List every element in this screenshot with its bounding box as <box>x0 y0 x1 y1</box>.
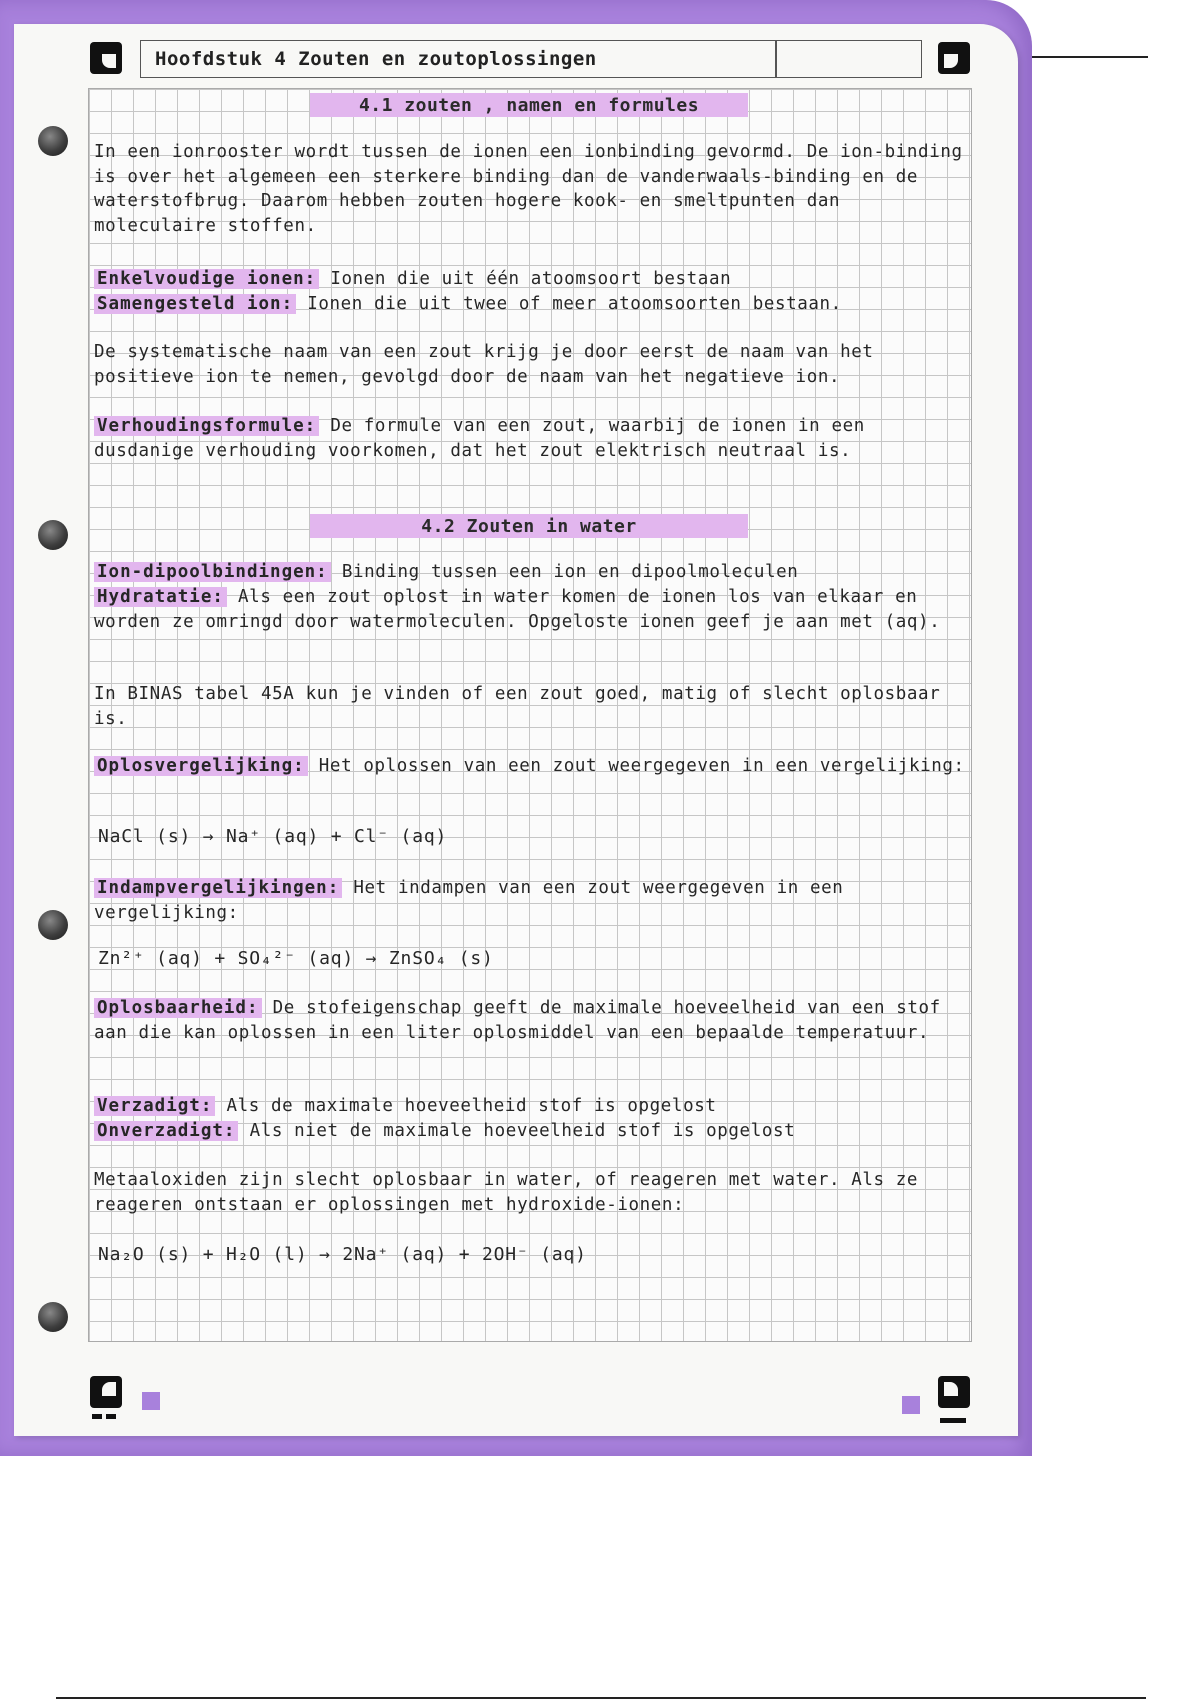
definition-text: Binding tussen een ion en dipoolmoleculen <box>341 562 799 582</box>
punch-hole <box>38 910 68 940</box>
formula-indampen: Zn²⁺ (aq) + SO₄²⁻ (aq) → ZnSO₄ (s) <box>98 948 494 969</box>
definition-text: De stofeigenschap geeft de maximale hoeveelheid van een stof aan die kan oplossen in een liter oplosmiddel van een bepaalde temperatuur. <box>94 998 941 1043</box>
corner-dash <box>940 1418 966 1423</box>
definition-oplosvergelijking <box>94 754 966 779</box>
definition-text: Het oplossen van een zout weergegeven in een vergelijking: <box>318 756 965 776</box>
term-verhoudingsformule: Verhoudingsformule: <box>94 416 319 436</box>
definition-verhoudingsformule <box>94 414 966 463</box>
corner-dash <box>106 1414 116 1419</box>
definition-onverzadigd <box>94 1119 966 1144</box>
corner-mark-icon <box>938 42 970 74</box>
term-enkelvoudige-ionen: Enkelvoudige ionen: <box>94 269 319 289</box>
definition-hydratatie <box>94 585 966 634</box>
term-ion-dipoolbindingen: Ion-dipoolbindingen: <box>94 562 331 582</box>
definition-verzadigd <box>94 1094 966 1119</box>
definition-text: Als niet de maximale hoeveelheid stof is opgelost <box>249 1121 796 1141</box>
chapter-title: Hoofdstuk 4 Zouten en zoutoplossingen <box>155 48 597 70</box>
definition-text: Ionen die uit twee of meer atoomsoorten bestaan. <box>307 294 842 314</box>
term-samengesteld-ion: Samengesteld ion: <box>94 294 296 314</box>
definition-samengesteld-ion <box>94 292 966 317</box>
purple-square <box>142 1392 160 1410</box>
corner-dash <box>92 1414 102 1419</box>
definition-oplosbaarheid <box>94 996 966 1045</box>
page-rule-bottom <box>56 1697 1146 1699</box>
definition-ion-dipoolbindingen <box>94 560 966 585</box>
definition-text: Het indampen van een zout weergegeven in een vergelijking: <box>94 878 844 923</box>
punch-hole <box>38 520 68 550</box>
paragraph-ionrooster: In een ionrooster wordt tussen de ionen een ionbinding gevormd. De ion-binding is over het algemeen een sterkere binding dan de vanderwaals-binding en de waterstofbrug. Daarom hebben zouten hogere kook- en smeltpunten dan moleculaire stoffen. <box>94 142 963 236</box>
title-box <box>140 40 922 78</box>
corner-mark-icon <box>938 1376 970 1408</box>
paragraph-binas: In BINAS tabel 45A kun je vinden of een zout goed, matig of slecht oplosbaar is. <box>94 684 941 729</box>
term-verzadigd: Verzadigt: <box>94 1096 215 1116</box>
definition-text: Als een zout oplost in water komen de ionen los van elkaar en worden ze omringd door watermoleculen. Opgeloste ionen geef je aan met (aq). <box>94 587 941 632</box>
section-heading-4-1: 4.1 zouten , namen en formules <box>310 93 748 117</box>
formula-metaaloxide: Na₂O (s) + H₂O (l) → 2Na⁺ (aq) + 2OH⁻ (aq) <box>98 1244 587 1265</box>
term-onverzadigd: Onverzadigt: <box>94 1121 238 1141</box>
term-oplosbaarheid: Oplosbaarheid: <box>94 998 262 1018</box>
purple-square <box>902 1396 920 1414</box>
definition-indampvergelijkingen <box>94 876 966 925</box>
formula-oplossen: NaCl (s) → Na⁺ (aq) + Cl⁻ (aq) <box>98 826 448 847</box>
corner-mark-icon <box>90 42 122 74</box>
section-heading-4-2: 4.2 Zouten in water <box>310 514 748 538</box>
punch-hole <box>38 126 68 156</box>
term-indampvergelijkingen: Indampvergelijkingen: <box>94 878 342 898</box>
definition-text: Als de maximale hoeveelheid stof is opgelost <box>226 1096 717 1116</box>
paragraph-systematische-naam: De systematische naam van een zout krijg je door eerst de naam van het positieve ion te nemen, gevolgd door de naam van het negatieve ion. <box>94 342 874 387</box>
definition-text: De formule van een zout, waarbij de ionen in een dusdanige verhouding voorkomen, dat het zout elektrisch neutraal is. <box>94 416 865 461</box>
term-hydratatie: Hydratatie: <box>94 587 227 607</box>
definition-enkelvoudige-ionen <box>94 267 966 292</box>
page-rule-top <box>1030 56 1148 58</box>
paragraph-metaaloxiden: Metaaloxiden zijn slecht oplosbaar in water, of reageren met water. Als ze reageren ontstaan er oplossingen met hydroxide-ionen: <box>94 1170 919 1215</box>
corner-mark-icon <box>90 1376 122 1408</box>
definition-text: Ionen die uit één atoomsoort bestaan <box>330 269 732 289</box>
term-oplosvergelijking: Oplosvergelijking: <box>94 756 308 776</box>
punch-hole <box>38 1302 68 1332</box>
title-divider <box>775 41 777 77</box>
